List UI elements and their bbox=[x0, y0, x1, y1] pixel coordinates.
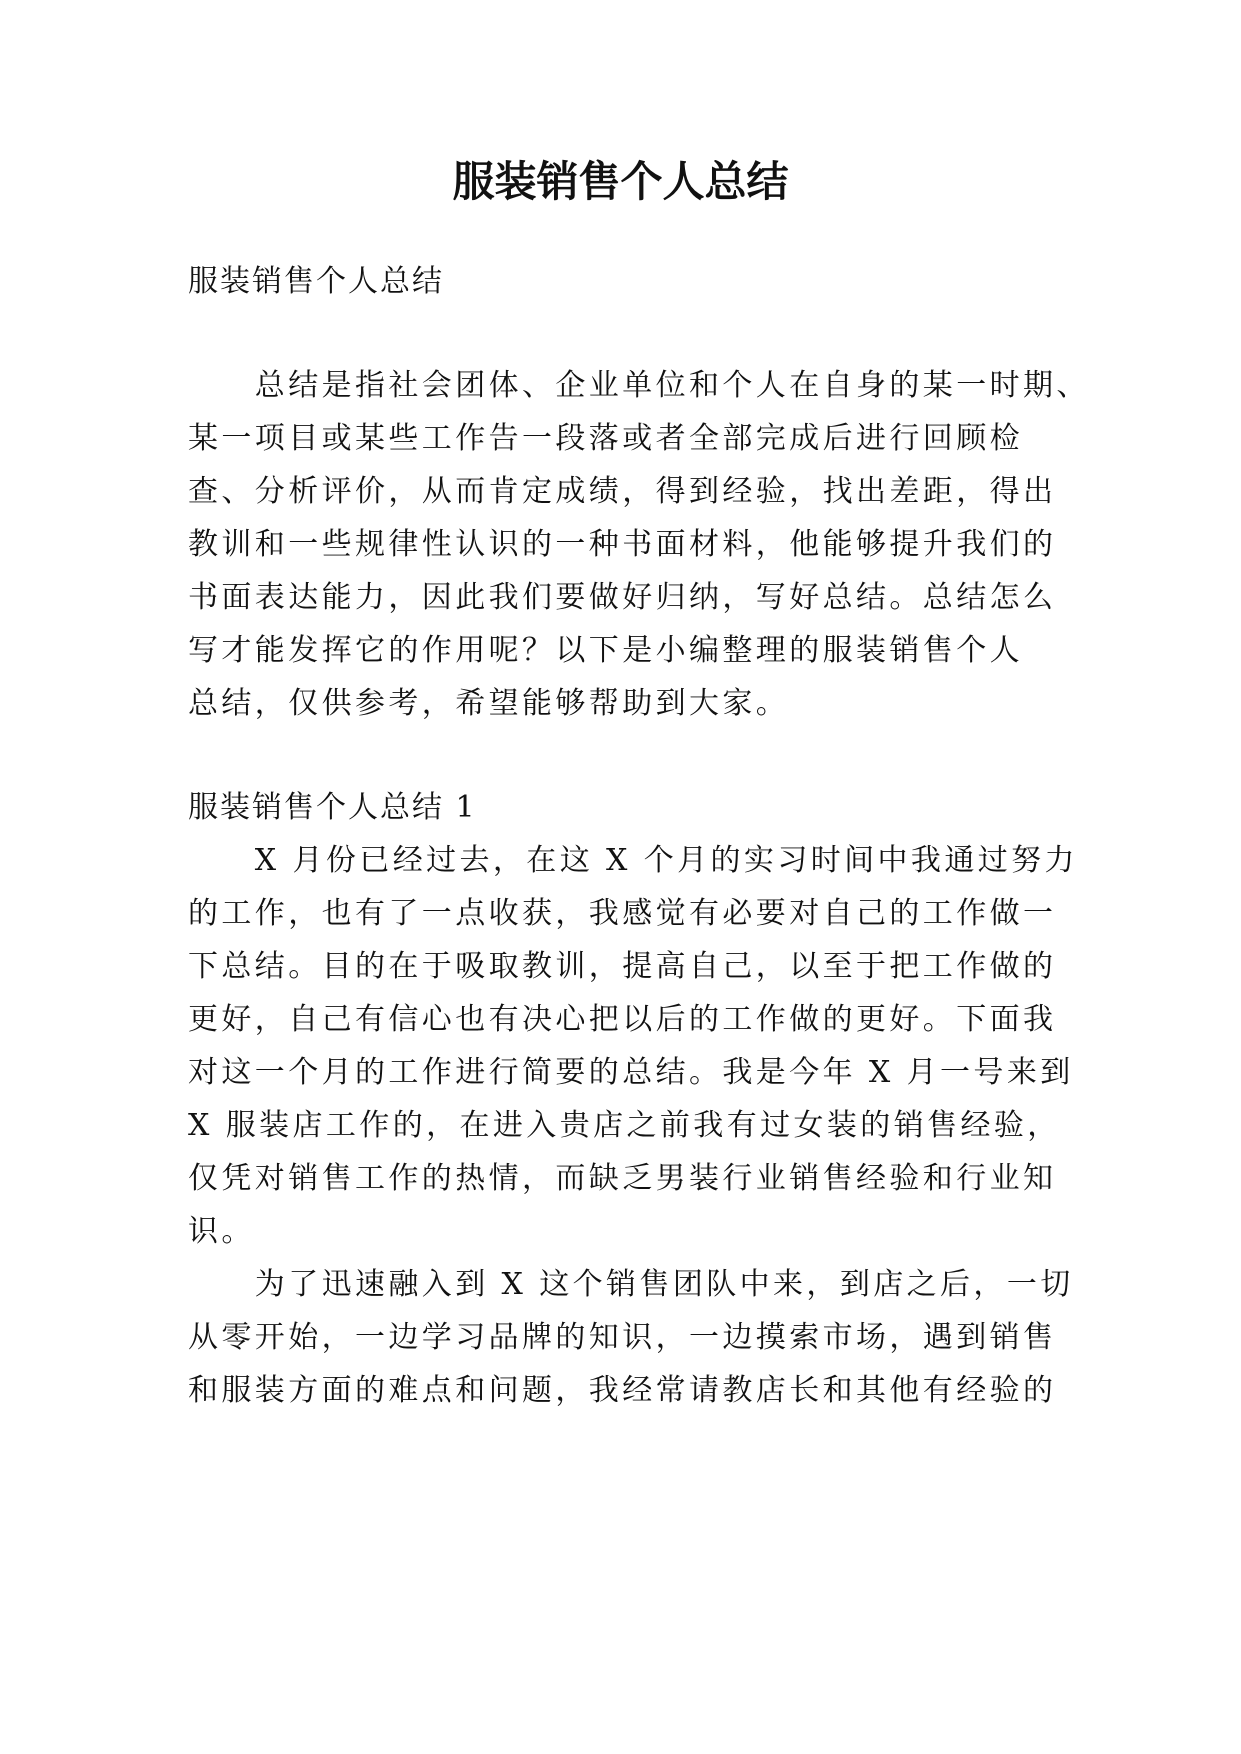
intro-line: 总结，仅供参考，希望能够帮助到大家。 bbox=[188, 686, 790, 721]
paragraph-line: 为了迅速融入到 X 这个销售团队中来，到店之后，一切 bbox=[188, 1267, 1074, 1302]
paragraph-line: 仅凭对销售工作的热情，而缺乏男装行业销售经验和行业知 bbox=[188, 1161, 1057, 1196]
paragraph-line: 和服装方面的难点和问题，我经常请教店长和其他有经验的 bbox=[188, 1373, 1057, 1408]
paragraph-line: X 月份已经过去，在这 X 个月的实习时间中我通过努力 bbox=[188, 843, 1078, 878]
paragraph-line: 对这一个月的工作进行简要的总结。我是今年 X 月一号来到 bbox=[188, 1055, 1074, 1090]
section-heading: 服装销售个人总结 1 bbox=[188, 790, 477, 825]
paragraph-line: 识。 bbox=[188, 1214, 255, 1249]
intro-line: 书面表达能力，因此我们要做好归纳，写好总结。总结怎么 bbox=[188, 580, 1057, 615]
document-subtitle: 服装销售个人总结 bbox=[188, 264, 444, 299]
intro-line: 总结是指社会团体、企业单位和个人在自身的某一时期、 bbox=[188, 368, 1090, 403]
paragraph-line: 从零开始，一边学习品牌的知识，一边摸索市场，遇到销售 bbox=[188, 1320, 1057, 1355]
intro-line: 写才能发挥它的作用呢？以下是小编整理的服装销售个人 bbox=[188, 633, 1023, 668]
paragraph-line: 下总结。目的在于吸取教训，提高自己，以至于把工作做的 bbox=[188, 949, 1057, 984]
document-title: 服装销售个人总结 bbox=[452, 157, 789, 206]
intro-line: 教训和一些规律性认识的一种书面材料，他能够提升我们的 bbox=[188, 527, 1057, 562]
intro-line: 某一项目或某些工作告一段落或者全部完成后进行回顾检 bbox=[188, 421, 1023, 456]
paragraph-line: X 服装店工作的，在进入贵店之前我有过女装的销售经验， bbox=[188, 1108, 1061, 1143]
intro-line: 查、分析评价，从而肯定成绩，得到经验，找出差距，得出 bbox=[188, 474, 1057, 509]
paragraph-line: 更好，自己有信心也有决心把以后的工作做的更好。下面我 bbox=[188, 1002, 1057, 1037]
paragraph-line: 的工作，也有了一点收获，我感觉有必要对自己的工作做一 bbox=[188, 896, 1057, 931]
